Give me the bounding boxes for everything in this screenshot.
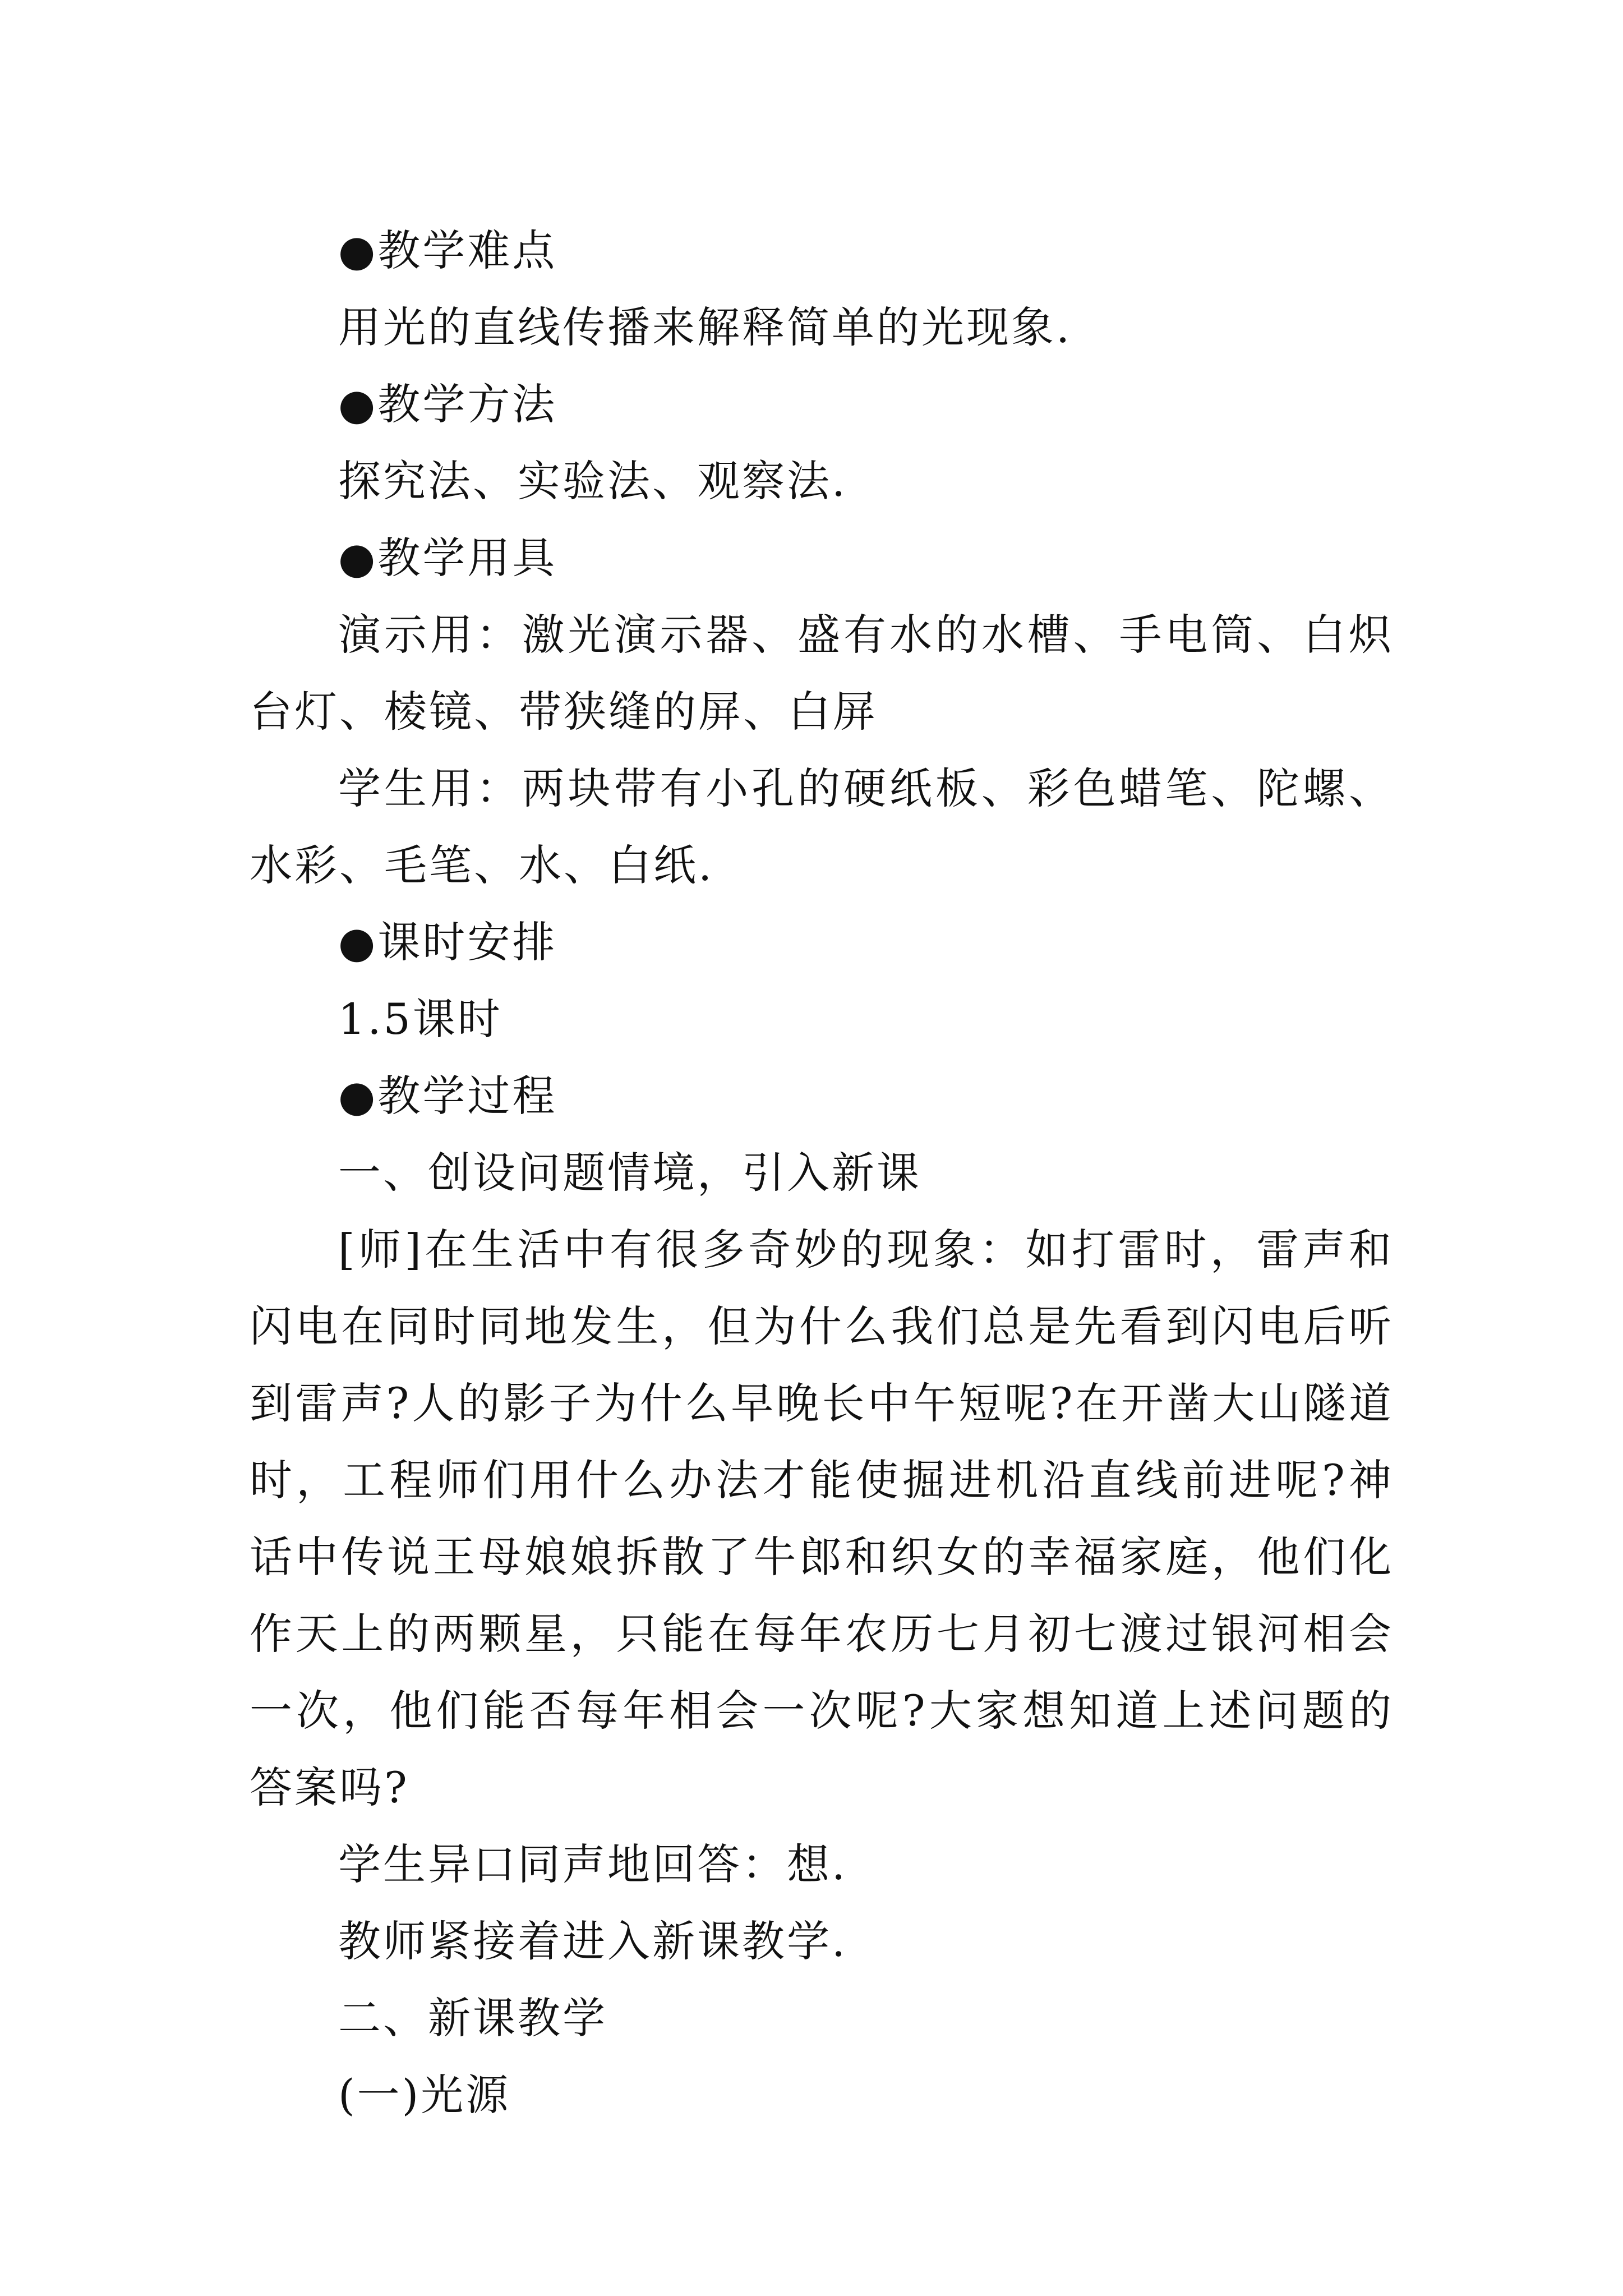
heading-teaching-difficulty: ●教学难点 xyxy=(338,226,557,275)
paragraph-teacher-introduction: [师]在生活中有很多奇妙的现象：如打雷时，雷声和闪电在同时同地发生，但为什么我们总是先看到闪电后听到雷声?人的影子为什么早晚长中午短呢?在开凿大山隧道时，工程师们用什么办法才能使掘进机沿直线前进呢?神话中传说王母娘娘拆散了牛郎和织女的幸福家庭，他们化作天上的两颗星，只能在每年农历七月初七渡过银河相会一次，他们能否每年相会一次呢?大家想知道上述问题的答案吗? xyxy=(250,1225,1394,1812)
paragraph-student-tools: 学生用：两块带有小孔的硬纸板、彩色蜡笔、陀螺、水彩、毛笔、水、白纸. xyxy=(250,763,1394,890)
paragraph-class-hours: 1.5课时 xyxy=(338,994,502,1044)
section-heading-new-lesson: 二、新课教学 xyxy=(338,1993,607,2043)
subsection-heading-light-source: (一)光源 xyxy=(338,2070,511,2120)
heading-class-schedule: ●课时安排 xyxy=(338,917,557,967)
heading-teaching-method: ●教学方法 xyxy=(338,379,557,429)
paragraph-difficulty-content: 用光的直线传播来解释简单的光现象. xyxy=(338,302,1072,352)
section-heading-introduction: 一、创设问题情境，引入新课 xyxy=(338,1148,921,1198)
paragraph-method-content: 探究法、实验法、观察法. xyxy=(338,456,848,506)
document-body xyxy=(250,212,1394,2133)
paragraph-teacher-transition: 教师紧接着进入新课教学. xyxy=(338,1916,848,1966)
paragraph-student-answer: 学生异口同声地回答：想. xyxy=(338,1839,848,1889)
heading-teaching-process: ●教学过程 xyxy=(338,1071,557,1121)
heading-teaching-tools: ●教学用具 xyxy=(338,533,557,583)
paragraph-demo-tools: 演示用：激光演示器、盛有水的水槽、手电筒、白炽台灯、棱镜、带狭缝的屏、白屏 xyxy=(250,610,1394,737)
